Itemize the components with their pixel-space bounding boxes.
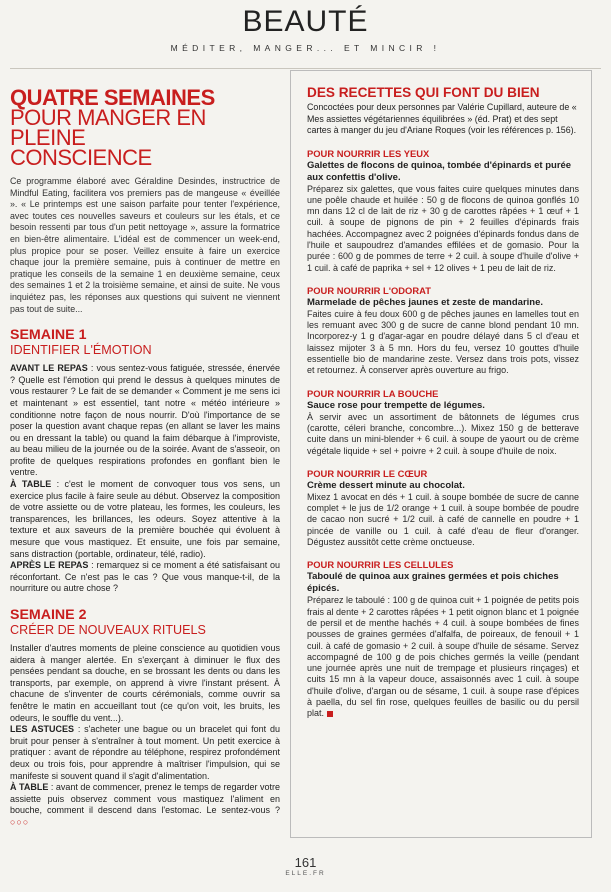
recipes-intro: Concoctées pour deux personnes par Valérie Cupillard, auteure de « Mes assiettes végétariennes équilibrées » (éd. Prat) et des sept cartes à manger du jeu d'Ariane Roques (voir les références p. 156). (307, 102, 577, 135)
week2-title: SEMAINE 2 (10, 607, 87, 623)
recipe-smell (307, 285, 579, 377)
week2-paragraph-intro: Installer d'autres moments de pleine conscience au quotidien vous aidera à manger alertée. En s'exerçant à diminuer le flux des pensées pendant sa douche, en se brossant les dents ou dans les transports, par exemple, on apprend à vivre l'instant présent. À chacune de s'inventer de courts cérémonials, comme ouvrir sa fenêtre le matin en accueillant tout (ce qu'on voit, les bruits, les odeurs, le souffle du vent...). (10, 643, 280, 723)
recipes-title: DES RECETTES QUI FONT DU BIEN (307, 85, 540, 100)
recipe-heading: POUR NOURRIR LES CELLULES (307, 559, 454, 571)
week1-paragraph-before (10, 363, 280, 479)
recipe-cells (307, 559, 579, 719)
recipe-name: Crème dessert minute au chocolat. (307, 479, 465, 491)
magazine-name: ELLE.FR (285, 870, 326, 877)
section-title: BEAUTÉ (242, 5, 369, 38)
recipe-body (307, 595, 579, 719)
paragraph-text: : s'acheter une bague ou un bracelet qui font du bruit pour penser à s'entraîner à tout moment. Un petit exercice à pratiquer : avant de répondre au téléphone, respirez profondément deux ou trois fois, pour apprendre à maîtriser l'impulsion, qui se manifeste si souvent quand il s'agit d'alimentation. (10, 724, 280, 781)
section-tagline: MÉDITER, MANGER... ET MINCIR ! (170, 43, 441, 53)
paragraph-lead: À TABLE (10, 479, 52, 490)
paragraph-text: : c'est le moment de convoquer tous vos sens, un exercice plus facile à faire seule au début. Observez la composition de votre assiette ou de votre plateau, les formes, les couleurs, les transparences, les brillances, les odeurs. Soyez attentive à la texture et aux saveurs de la première bouchée qui évoluent à mesure que vous mastiquez. Et ensuite, une fois par semaine, sans distraction (portable, ordinateur, télé, radio). (10, 479, 280, 559)
article-title-line2: POUR MANGER EN PLEINE (10, 105, 206, 150)
article-title-line3: CONSCIENCE (10, 145, 152, 170)
recipe-body: Préparez six galettes, que vous faites cuire quelques minutes dans une poêle chaude et huilée : 50 g de flocons de quinoa gonflés 10 mn dans 12 cl de lait de riz + 30 g de carottes râpées + 1 œuf + 1 cuil. à soupe de pignons de pin + 2 feuilles d'épinards frais hachées. Accompagnez avec 2 poignées d'épinards fondus dans de l'huile et saupoudrez d'amandes effilées et de gomasio. Pour la purée : 600 g de pommes de terre + 2 cuil. à soupe d'huile d'olive + 1 cuil. à café de paprika + sel + 12 olives + 1 peu de lait de riz. (307, 183, 579, 273)
recipe-heading: POUR NOURRIR LE CŒUR (307, 467, 428, 479)
week1-paragraph-after (10, 560, 280, 595)
week2-section (10, 607, 280, 829)
week2-paragraph-tips (10, 724, 280, 782)
recipe-heading: POUR NOURRIR LA BOUCHE (307, 387, 439, 399)
paragraph-lead: À TABLE (10, 782, 49, 793)
recipe-body: Faites cuire à feu doux 600 g de pêches jaunes en lamelles tout en les remuant avec 300 g de sucre de canne blond pendant 10 mn. Incorporez-y 1 g d'agar-agar en poudre délayé dans 5 cl d'eau et laissez mijoter 3 à 5 mn. Hors du feu, versez 10 gouttes d'huile essentielle bio de mandarine zeste. Versez dans trois pots, vissez et retournez. À conserver après ouverture au frigo. (307, 308, 579, 376)
paragraph-text: : avant de commencer, prenez le temps de regarder votre assiette puis observez comment vous mastiquez l'aliment en bouche, comment il descend dans l'estomac. Le sentez-vous ? (10, 782, 280, 816)
recipe-body: À servir avec un assortiment de bâtonnets de légumes crus (carotte, céleri branche, concombre...). Mixez 150 g de betterave cuite dans un mini-blender + 6 cuil. à soupe de yaourt ou de crème végétale liquide + sel + poivre + 2 cuil. à soupe d'huile de noix. (307, 411, 579, 456)
week1-section (10, 327, 280, 595)
week2-subtitle: CRÉER DE NOUVEAUX RITUELS (10, 623, 206, 637)
paragraph-lead: AVANT LE REPAS (10, 363, 88, 374)
header-divider (10, 68, 601, 69)
article-intro: Ce programme élaboré avec Géraldine Desindes, instructrice de Mindful Eating, facilitera vos premiers pas de mangeuse « éveillée ». « Le printemps est une saison parfaite pour tenter l'expérience, avec toutes ces nouvelles saveurs et couleurs sur les étals, et ce besoin ressenti par tous d'un petit nettoyage », assure la formatrice en bien-être alimentaire. L'idéal est de commencer un week-end, plus propice pour se poser. Veillez ensuite à faire un exercice chaque jour la première semaine, puis à continuer de mettre en pratique les conseils de la semaine 1 en deuxième semaine, ceux des semaines 1 et 2 la troisième semaine, et ainsi de suite. Ne vous inquiétez pas, les réponses aux questions qui suivent ne viennent pas tout de suite... (10, 176, 280, 314)
recipe-heart (307, 468, 579, 548)
recipe-body-text: Préparez le taboulé : 100 g de quinoa cuit + 1 poignée de petits pois frais al dente + 2 carottes râpées + 1 petit oignon blanc et 1 poignée de persil et de menthe hachés + 4 cuil. à soupe bombées de fines pousses de graines germées d'alfalfa, de poireaux, de fenouil + 1 cuil. à café de gomasio + 2 cuil. à soupe d'huile de sésame. Servez accompagné de 100 g de pois chiches germés la veille (pendant une journée après une nuit de trempage et plusieurs rinçages) et cuits 15 mn à la vapeur douce, assaisonnés avec 1 cuil. à soupe d'huile d'olive, d'argan ou de sésame, 1 cuil. à soupe rase d'épices à paella, du sel fin rose, quelques feuilles de basilic ou du persil plat. (307, 595, 579, 719)
week1-title: SEMAINE 1 (10, 327, 87, 344)
recipe-body: Mixez 1 avocat en dés + 1 cuil. à soupe bombée de sucre de canne complet + le jus de 1/2 orange + 1 cuil. à soupe bombée de poudre de cacao non sucré + 1/2 cuil. à café de cannelle en poudre + 1 pincée de vanille ou 1 cuil. à café d'eau de fleur d'oranger. Dégustez aussitôt cette crème onctueuse. (307, 491, 579, 548)
recipe-heading: POUR NOURRIR LES YEUX (307, 147, 430, 159)
recipe-mouth (307, 388, 579, 457)
week1-subtitle: IDENTIFIER L'ÉMOTION (10, 343, 152, 358)
recipes-box (290, 70, 592, 838)
recipe-name: Taboulé de quinoa aux graines germées et pois chiches épicés. (307, 571, 559, 595)
article-title (10, 85, 280, 170)
paragraph-lead: LES ASTUCES (10, 724, 74, 735)
recipe-name: Marmelade de pêches jaunes et zeste de mandarine. (307, 296, 544, 308)
paragraph-text: : vous sentez-vous fatiguée, stressée, énervée ? Quelle est l'émotion qui prend le dessus à quelques minutes de vous restaurer ? Le fait de se demander « Comment je me sens ici et maintenant » est essentiel, tant notre « météo intérieure » conditionne notre façon de nous nourrir. D'où l'importance de se poser la question avant chaque repas (en allant se laver les mains ou en dressant la table) ou quand la faim débarque à l'improviste, au beau milieu de la journée ou de la soirée. Avant de s'asseoir, on profite de quelques respirations profondes en gonflant bien le ventre. (10, 363, 280, 478)
recipe-eyes (307, 148, 579, 274)
paragraph-lead: APRÈS LE REPAS (10, 560, 89, 571)
end-marks: ○○○ (10, 816, 30, 827)
recipe-name: Sauce rose pour trempette de légumes. (307, 399, 485, 411)
page-footer (0, 856, 611, 877)
paragraph-text: : remarquez si ce moment a été satisfaisant ou réconfortant. Ce n'est pas le cas ? Que vous manque-t-il, de la nourriture ou autre chose ? (10, 560, 280, 594)
week1-paragraph-table (10, 479, 280, 560)
week2-paragraph-table (10, 782, 280, 828)
end-square-icon (327, 711, 333, 717)
article-column (10, 85, 280, 829)
masthead (0, 6, 611, 53)
recipe-heading: POUR NOURRIR L'ODORAT (307, 284, 431, 296)
page-number: 161 (294, 855, 317, 870)
article-title-line1: QUATRE SEMAINES (10, 85, 215, 110)
recipe-name: Galettes de flocons de quinoa, tombée d'épinards et purée aux confettis d'olive. (307, 159, 572, 183)
